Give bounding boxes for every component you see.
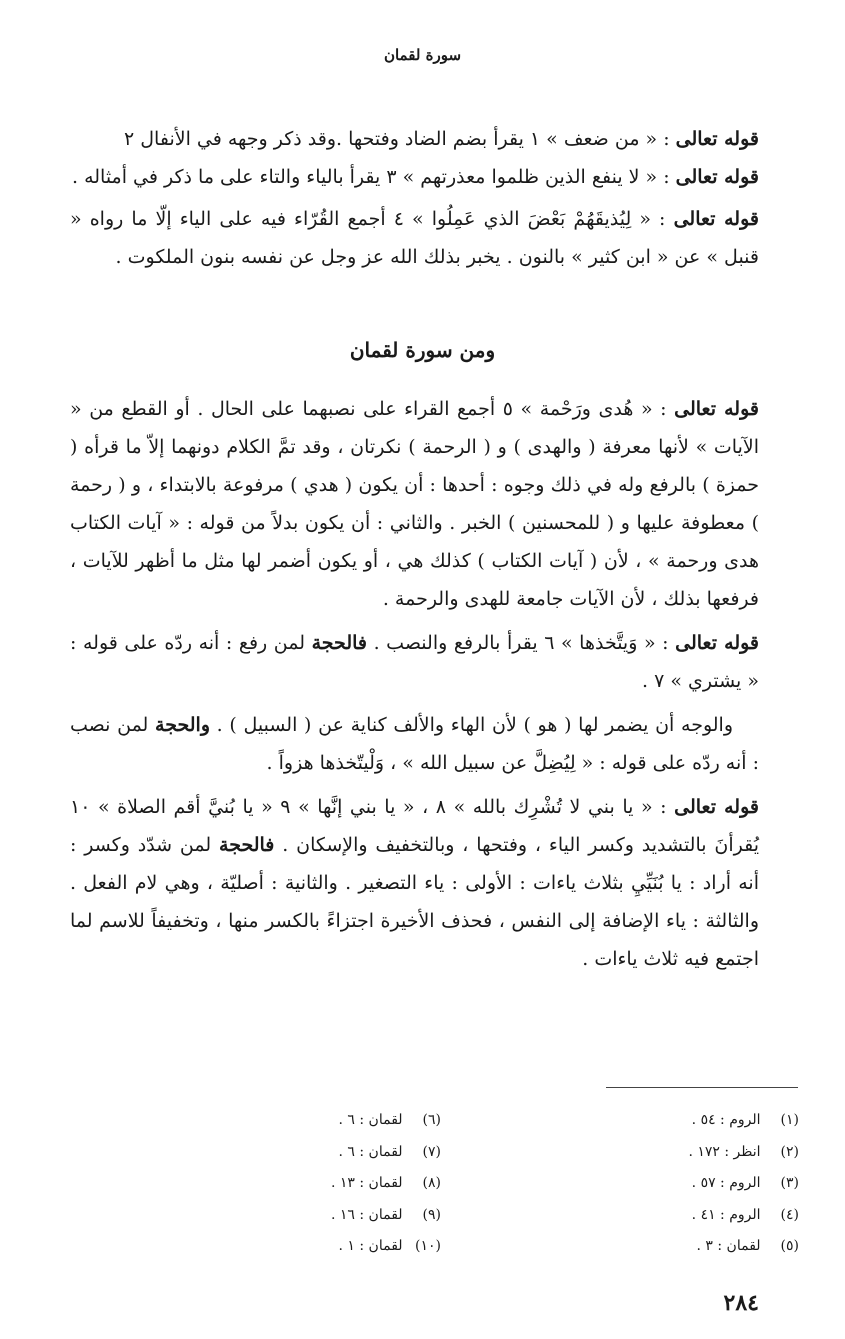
footnote-divider bbox=[606, 1087, 798, 1088]
footnote-item: (١٠) لقمان : ١ . bbox=[338, 1238, 441, 1254]
paragraph-ya-bunayya: قوله تعالى : « يا بني لا تُشْرِك بالله » ٨ ، « يا بني إنَّها » ٩ « يا بُنيَّ أقم الصلاة » ١٠ يُقرأنَ بالتشديد وكسر الياء ، وفتحها ، وبالتخفيف والإسكان . فالحجة لمن شدّد وكسر : أنه أراد : يا بُنَيِّيِ بثلاث ياءات : الأولى : ياء التصغير . والثانية : أصليّة ، وهي لام الفعل . والثالثة : ياء الإضافة إلى النفس ، فحذف الأخيرة اجتزاءً بالكسر منها ، وتخفيفاً للاسم لما اجتمع فيه ثلاث ياءات . bbox=[70, 796, 759, 970]
footnote-item: (٦) لقمان : ٦ . bbox=[338, 1112, 441, 1128]
paragraph-madhiratuhum: قوله تعالى : « لا ينفع الذين ظلموا معذرتهم » ٣ يقرأ بالياء والتاء على ما ذكر في أمثاله . bbox=[71, 166, 759, 188]
footnote-item: (٢) انظر : ١٧٢ . bbox=[688, 1143, 799, 1160]
paragraph-yattakhidhuha: قوله تعالى : « وَيتَّخذها » ٦ يقرأ بالرفع والنصب . فالحجة لمن رفع : أنه ردّه على قوله : « يشتري » ٧ . bbox=[70, 632, 760, 692]
main-passage bbox=[70, 390, 759, 978]
paragraph-ad-daf: قوله تعالى : « من ضعف » ١ يقرأ بضم الضاد وفتحها .وقد ذكر وجهه في الأنفال ٢ bbox=[123, 128, 759, 150]
top-passage bbox=[70, 120, 759, 276]
footnote-item: (٨) لقمان : ١٣ . bbox=[330, 1175, 441, 1191]
footnotes-left-column bbox=[241, 1105, 441, 1263]
paragraph-hudan-wa-rahma: قوله تعالى : « هُدى ورَحْمة » ٥ أجمع القراء على نصبهما على الحال . أو القطع من « الآيات » لأنها معرفة ( والهدى ) و ( الرحمة ) نكرتان ، وقد تمَّ الكلام دونهما إلاّ ما قرأه ( حمزة ) بالرفع وله في ذلك وجوه : أحدها : أن يكون ( هدي ) مرفوعة بالابتداء ، و ( رحمة ) معطوفة عليها و ( للمحسنين ) الخبر . والثاني : أن يكون بدلاً من قوله : « آيات الكتاب هدى ورحمة » ، لأن ( آيات الكتاب ) كذلك هي ، أو يكون أضمر لها مثل ما أظهر للآيات ، فرفعها بذلك ، لأن الآيات جامعة للهدى والرحمة . bbox=[70, 398, 759, 610]
footnote-item: (٥) لقمان : ٣ . bbox=[696, 1238, 799, 1254]
footnote-item: (٣) الروم : ٥٧ . bbox=[691, 1175, 799, 1191]
paragraph-liyudhiqahum: قوله تعالى : « لِيُذيقَهُمْ بَعْضَ الذي عَمِلُوا » ٤ أجمع القُرّاء فيه على الياء إلّا ما رواه « قنبل » عن « ابن كثير » بالنون . يخبر بذلك الله عز وجل عن نفسه بنون الملكوت . bbox=[70, 208, 759, 268]
footnotes-right-column bbox=[579, 1105, 799, 1263]
running-head: سورة لقمان bbox=[383, 46, 462, 64]
page-number: ٢٨٤ bbox=[723, 1290, 759, 1316]
section-title: ومن سورة لقمان bbox=[349, 338, 496, 362]
footnote-item: (٤) الروم : ٤١ . bbox=[691, 1206, 799, 1223]
footnote-item: (٩) لقمان : ١٦ . bbox=[330, 1206, 441, 1223]
footnote-item: (٧) لقمان : ٦ . bbox=[338, 1143, 441, 1160]
paragraph-wal-wajh: والوجه أن يضمر لها ( هو ) لأن الهاء والألف كناية عن ( السبيل ) . والحجة لمن نصب : أنه ردّه على قوله : « لِيُضِلَّ عن سبيل الله » ، وَلْيتّخذها هزواً . bbox=[70, 714, 759, 774]
footnote-item: (١) الروم : ٥٤ . bbox=[691, 1112, 799, 1128]
